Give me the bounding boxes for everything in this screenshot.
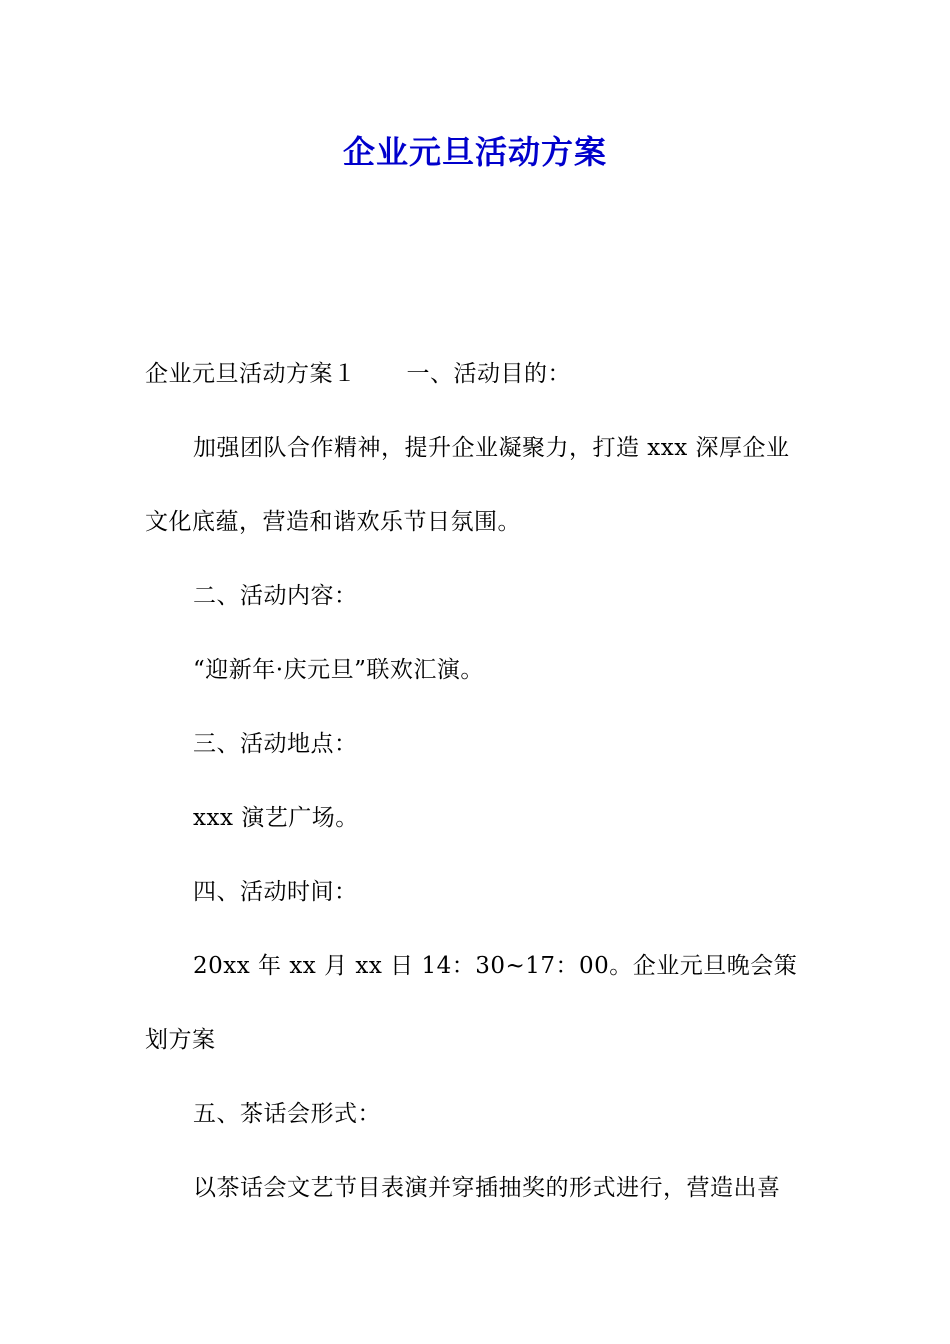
paragraph-purpose-text: 加强团队合作精神，提升企业凝聚力，打造 xxx 深厚企业文化底蕴，营造和谐欢乐节日氛围。 xyxy=(145,435,790,535)
heading-content: 二、活动内容： xyxy=(193,583,358,609)
paragraph-location-text: xxx 演艺广场。 xyxy=(193,805,359,831)
heading-time: 四、活动时间： xyxy=(193,879,358,905)
heading-purpose: 一、活动目的： xyxy=(406,361,571,387)
heading-format: 五、茶话会形式： xyxy=(193,1101,381,1127)
paragraph-format-text: 以茶话会文艺节目表演并穿插抽奖的形式进行，营造出喜 xyxy=(193,1175,781,1201)
paragraph-time-text: 20xx 年 xx 月 xx 日 14：30~17：00。企业元旦晚会策划方案 xyxy=(145,953,798,1053)
document-title: 企业元旦活动方案 xyxy=(342,133,607,171)
paragraph-1 xyxy=(145,337,810,411)
section-heading-lead: 企业元旦活动方案１ xyxy=(145,361,357,387)
heading-location: 三、活动地点： xyxy=(193,731,358,757)
paragraph-content-text: “迎新年·庆元旦”联欢汇演。 xyxy=(193,657,484,683)
document-body xyxy=(145,337,810,1225)
